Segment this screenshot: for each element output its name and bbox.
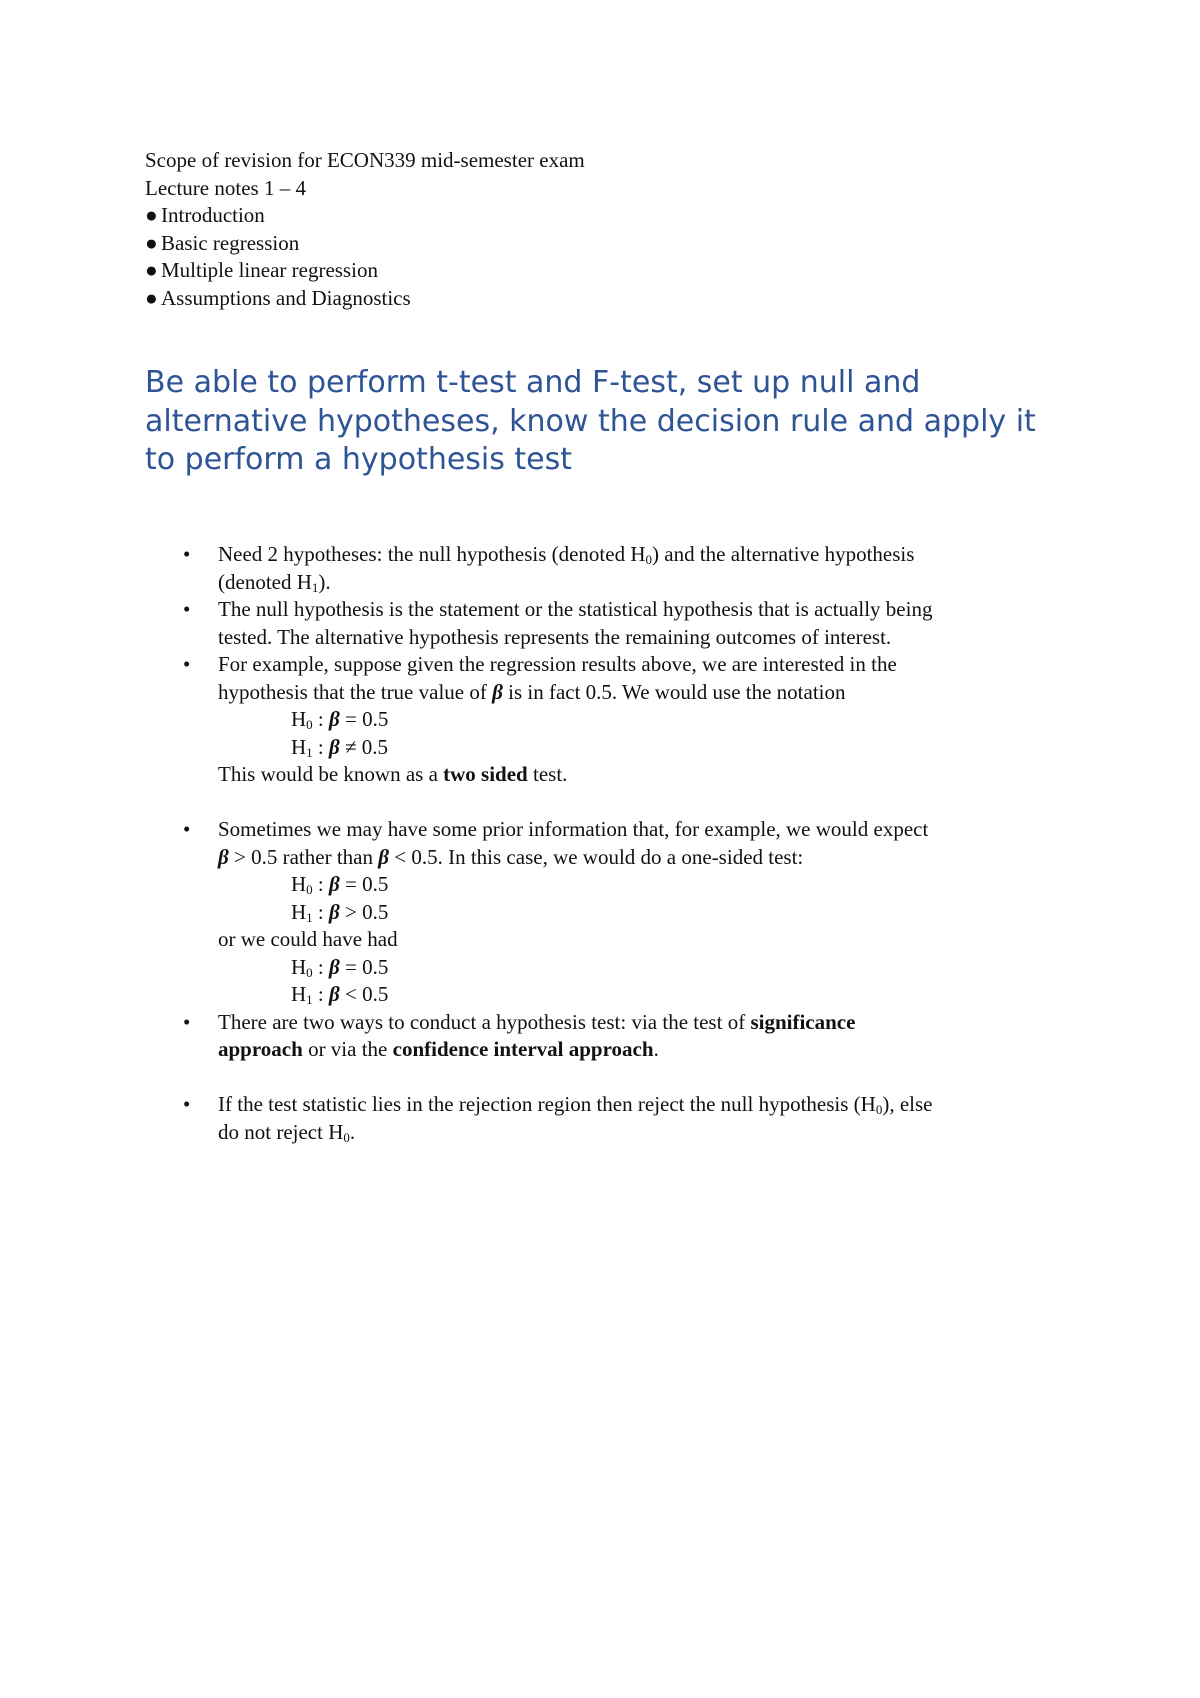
point-two-hypotheses: • Need 2 hypotheses: the null hypothesis (denoted $H_0$) and the alternative hypothesis (denoted $H_1$). — [183, 542, 915, 595]
document-title: Scope of revision for ECON339 mid-semester exam — [145, 148, 585, 172]
section-heading: Be able to perform t-test and F-test, set up null and alternative hypotheses, know the decision rule and apply it to perform a hypothesis test — [145, 365, 1036, 477]
bullet-icon: • — [183, 1092, 191, 1116]
point-two-sided-example: • For example, suppose given the regression results above, we are interested in the hypothesis that the true value of β is in fact 0.5. We would use the notation $H_0$ : β = 0.5 $H_1$ : β ≠ 0.5 This would be known as a two sided test. — [0, 651, 1058, 789]
bullet-icon: • — [183, 542, 191, 566]
point-one-sided-example: • Sometimes we may have some prior information that, for example, we would expect β > 0.5 rather than β < 0.5. In this case, we would do a one-sided test: $H_0$ : β = 0.5 $H_1$ : β > 0.5 or we could have had $H_0$ : β = 0.5 $H_1$ : β < 0.5 — [0, 816, 1058, 1009]
point-null-hypothesis: • The null hypothesis is the statement or the statistical hypothesis that is actually being tested. The alternative hypothesis represents the remaining outcomes of interest. — [183, 597, 933, 649]
lecture-range: Lecture notes 1 – 4 — [145, 175, 306, 200]
bullet-icon: ● — [145, 285, 158, 310]
bullet-icon: ● — [145, 258, 158, 282]
bullet-icon: • — [183, 1009, 191, 1034]
point-test-approaches: • There are two ways to conduct a hypothesis test: via the test of significance approach or via the confidence interval approach. — [183, 1009, 856, 1061]
bullet-icon: ● — [145, 203, 158, 227]
point-decision-rule: • If the test statistic lies in the rejection region then reject the null hypothesis $(H_0)$, else do not reject $H_0$. — [183, 1092, 933, 1145]
alternative-hypothesis-formula: $H_1$ : β > 0.5 — [291, 899, 389, 925]
topic-item: ● Assumptions and Diagnostics — [145, 285, 945, 313]
revision-scope-intro — [145, 147, 945, 312]
bullet-icon: • — [183, 817, 191, 841]
hypothesis-testing-points — [0, 541, 1200, 1146]
bullet-icon: • — [183, 597, 191, 621]
topic-item: ● Multiple linear regression — [145, 257, 945, 285]
alternative-hypothesis-formula: $H_1$ : β < 0.5 — [291, 982, 389, 1007]
topic-item: ● Introduction — [145, 202, 945, 230]
topic-item: ● Basic regression — [145, 230, 945, 258]
null-hypothesis-formula: $H_0$ : β = 0.5 — [291, 872, 389, 897]
null-hypothesis-formula: $H_0$ : β = 0.5 — [291, 707, 389, 732]
bullet-icon: • — [183, 652, 191, 676]
alternative-hypothesis-formula: $H_1$ : β ≠ 0.5 — [291, 734, 389, 760]
bullet-icon: ● — [145, 230, 158, 255]
null-hypothesis-formula: $H_0$ : β = 0.5 — [291, 954, 389, 980]
